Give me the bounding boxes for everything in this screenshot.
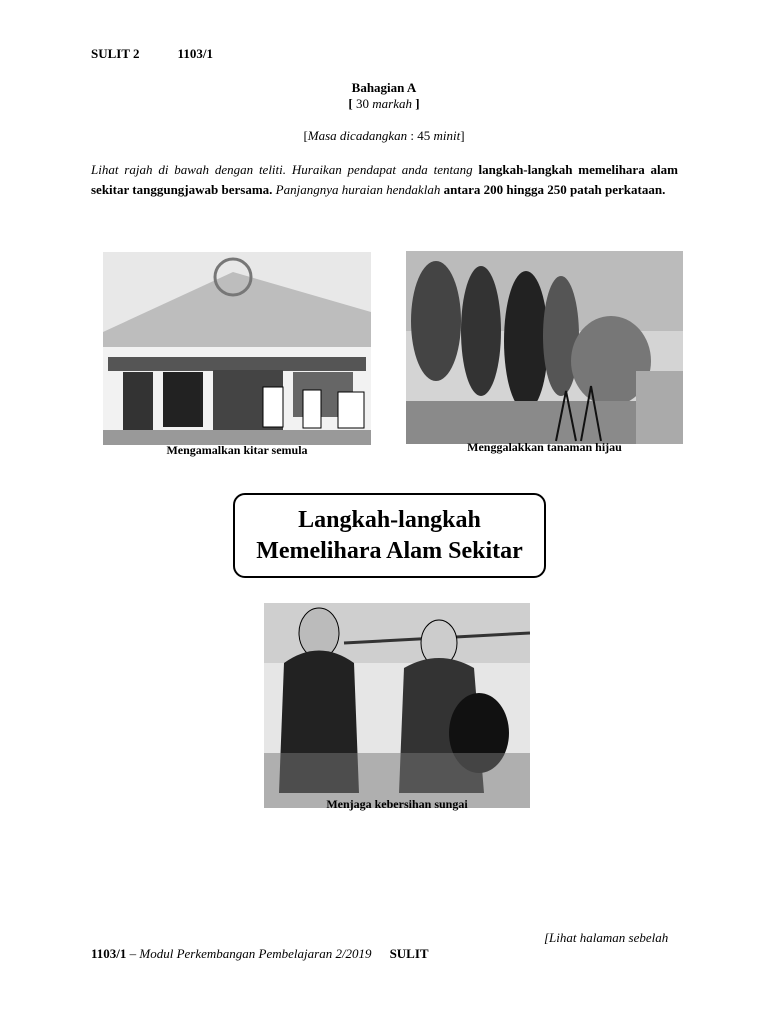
paper-code: 1103/1 <box>177 46 213 61</box>
central-title-line1: Langkah-langkah <box>298 506 481 533</box>
instruction-paragraph: Lihat rajah di bawah dengan teliti. Huraikan pendapat anda tentang langkah-langkah memelihara alam sekitar tanggungjawab bersama. Panjangnya huraian hendaklah antara 200 hingga 250 patah perkataan. <box>91 162 679 197</box>
sulit-label: SULIT 2 <box>91 46 140 61</box>
river-cleaning-photo <box>264 603 530 808</box>
plant-caption: Menggalakkan tanaman hijau <box>467 440 622 454</box>
page-footer: 1103/1 – Modul Perkembangan Pembelajaran 2/2019 SULIT <box>91 946 429 961</box>
next-page-note: [Lihat halaman sebelah <box>544 930 669 945</box>
suggested-time: [Masa dicadangkan : 45 minit] <box>303 128 465 143</box>
central-title-box <box>233 493 546 578</box>
tree-planting-photo <box>406 251 683 444</box>
river-caption: Menjaga kebersihan sungai <box>326 797 468 811</box>
recycling-centre-photo <box>103 252 371 445</box>
footer-code: 1103/1 <box>91 946 127 961</box>
section-marks: [ 30 markah ] <box>348 96 420 111</box>
section-title: Bahagian A <box>351 80 417 95</box>
footer-sulit: SULIT <box>389 946 429 961</box>
page-header <box>91 46 213 62</box>
central-title-line2: Memelihara Alam Sekitar <box>256 537 523 564</box>
recycle-caption: Mengamalkan kitar semula <box>166 443 308 457</box>
footer-module: Modul Perkembangan Pembelajaran 2/2019 <box>139 946 372 961</box>
